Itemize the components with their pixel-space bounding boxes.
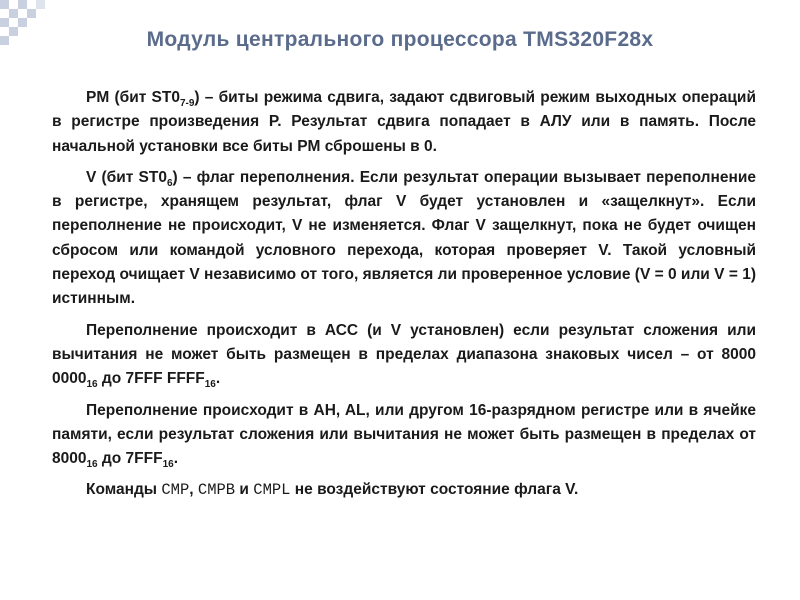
paragraph-v-flag: V (бит $ST0_6$) – флаг переполнения. Если результат операции вызывает переполнение в регистре, хранящем результат, флаг V будет установлен и «защелкнут». Если переполнение не происходит, V не изменяется. Флаг V защелкнут, пока не будет очищен сбросом или командой условного перехода, которая проверяет V. Такой условный переход очищает V независимо от того, является ли проверенное условие (V = 0 или V = 1) истинным. [52,168,756,308]
body-text [52,86,756,510]
code-cmp: CMP [161,481,190,500]
code-cmpl: CMPL [253,481,291,500]
page-title: Модуль центрального процессора TMS320F28x [146,28,654,51]
paragraph-pm: PM (бит $ST0_{7-9}$) – биты режима сдвига, задают сдвиговый режим выходных операций в регистре произведения P. Результат сдвига попадает в АЛУ или в память. После начальной установки все биты PM сброшены в 0. [52,89,756,155]
paragraph-cmp-commands: Команды CMP, CMPB и CMPL не воздействуют состояние флага V. [86,481,579,500]
paragraph-acc-overflow: Переполнение происходит в АСС (и V установлен) если результат сложения или вычитания не может быть размещен в пределах диапазона знаковых чисел – от 8000 $0000_{16}$ до 7FFF $FFFF_{16}$. [52,321,756,391]
code-cmpb: CMPB [197,481,236,500]
paragraph-register-overflow: Переполнение происходит в AH, AL, или другом 16-разрядном регистре или в ячейке памяти, если результат сложения или вычитания не может быть размещен в пределах от $8000_{16}$ до $7FFF_{16}$. [52,401,756,471]
